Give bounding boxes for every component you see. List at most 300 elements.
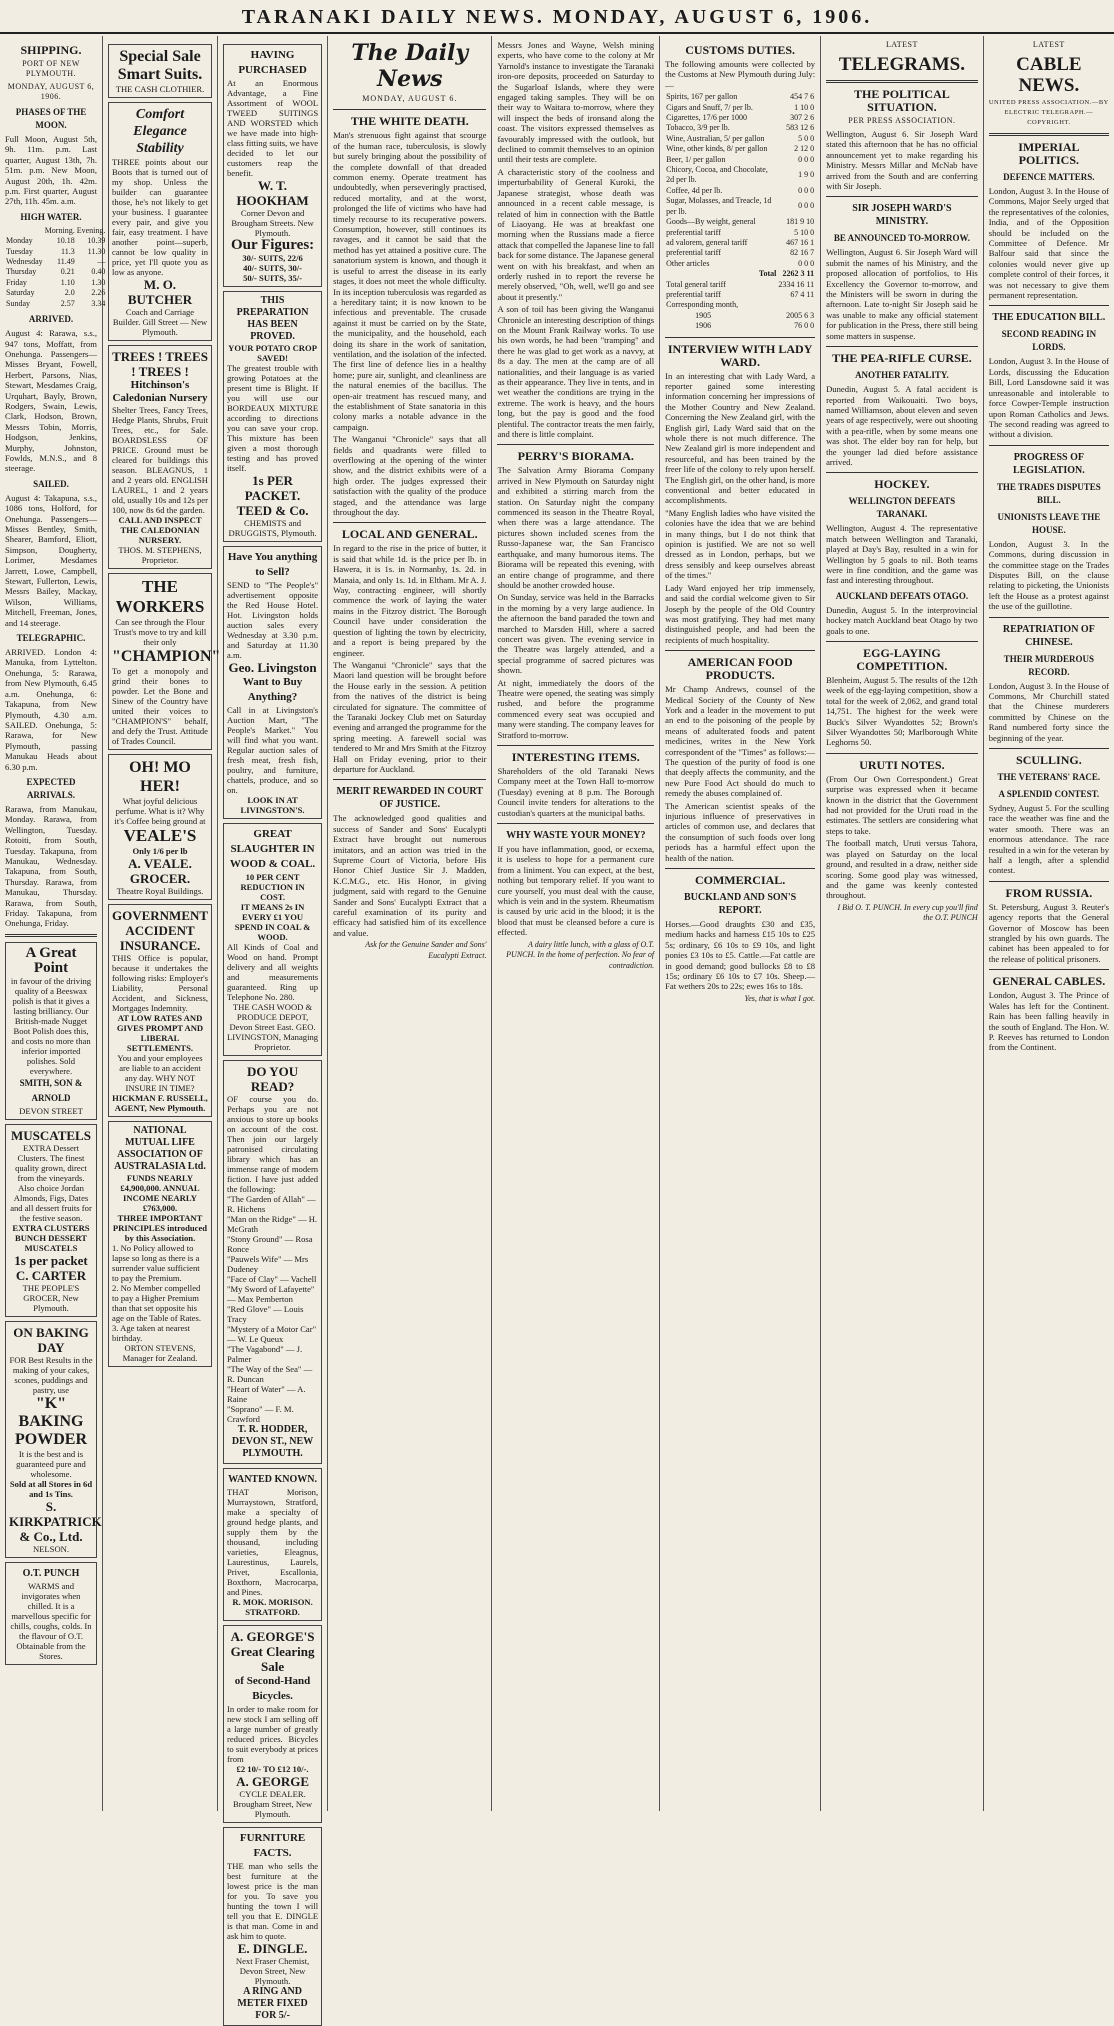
coal-advert [223, 823, 322, 1056]
customs-item: Spirits, 167 per gallon [666, 92, 738, 102]
customs-compare-row [665, 311, 815, 321]
customs-item: Cigarettes, 17/6 per 1000 [666, 113, 748, 123]
defence-text: London, August 3. In the House of Commons, Major Seely urged that the representatives of the colonies, India, and of the Opposition should be included on the Committee of Defence. Mr Balfour said that since the colonies would never give up complete control of their forces, it was not necessary to give them permanent representation. [988, 186, 1109, 301]
baking-advert-sold: Sold at all Stores in 6d and 1s Tins. [9, 1478, 93, 1499]
comfort-text: THREE points about our Boots that is turned out of my shop. Unless the builder can guarantee those, he's not likely to get your business. I guarantee every pair, and give you fair, easy treatment. I have another point—superb, cannot be low quality in price, yet I'll quote you as low as anyone. [112, 157, 208, 277]
bicycle-text: In order to make room for new stock I am selling off a large number of greatly reduced prices. Bicycles to suit everybody at prices from [227, 1704, 319, 1764]
baking-advert-place: NELSON. [32, 1543, 70, 1554]
customs-compare-amount: 2005 6 3 [786, 310, 815, 320]
commercial-heading: COMMERCIAL. [694, 873, 786, 888]
divider [989, 617, 1109, 618]
customs-table [665, 92, 815, 331]
customs-amount: 1 9 0 [798, 170, 815, 180]
potato-title: THIS PREPARATION HAS BEEN PROVED. [236, 295, 309, 342]
hookham-heading: HAVING PURCHASED [238, 49, 307, 76]
latest-label: LATEST [1032, 40, 1065, 49]
hockey-text: Wellington, August 4. The representative match between Wellington and Taranaki, played at Day's Bay, resulted in a win for Wellington by 5 goals to nil. Both teams were in fine condition, and the game was fast and interesting throughout. [826, 523, 978, 586]
customs-item: Sugar, Molasses, and Treacle, 1d per lb. [666, 196, 772, 216]
mining-experts-text: Messrs Jones and Wayne, Welsh mining experts, who have come to the colony at Mr Yarnold's instance to investigate the Taranaki iron-ore deposits, proceeded on Saturday to the Sugarloaf Islands, where they were engaged taking samples. They will be on their way to Waitara to-morrow, where they will inspect the beds of ironsand along the coast. The visitors expressed themselves as favourably impressed with the outlook, but declined to commit themselves to an opinion until their tests are complete. [497, 40, 655, 165]
customs-preferential: 67 4 11 [790, 289, 815, 299]
tide-row [5, 247, 106, 257]
buckland-text: Horses.—Good draughts £30 and £35, medium hacks and harness £15 10s to £25 5s; ordinary, £6 10s to £9 10s, and light ponies £3 10s to £5. Cattle.—Fat cattle are in good demand; good bullocks £8 to £8 15s; ordinary £6 10s to £7 10s. Sheep.—Fat wethers 20s to 22s; ewes 16s to 18s. [665, 919, 816, 992]
divider [989, 445, 1109, 446]
polish-advert [5, 942, 97, 1120]
customs-compare-year: 1906 [695, 321, 712, 331]
baking-advert-title: ON BAKING DAY [13, 1324, 89, 1355]
customs-item: Wine, other kinds, 8/ per gallon [666, 144, 768, 154]
hookham-advert [223, 44, 322, 287]
polish-advert-text: in favour of the driving quality of a Beeswax polish is that it gives a lasting brilliancy. Our British-made Nugget Boot Polish does this, and costs no more than inferior imported polishes. Sold everywhere. [10, 975, 92, 1076]
telegraphic-heading: TELEGRAPHIC. [16, 633, 86, 644]
george-name: A. GEORGE [236, 1774, 310, 1789]
column-cables [984, 36, 1114, 1811]
book-item: "Mystery of a Motor Car" — W. Le Queux [227, 1324, 317, 1344]
items-heading: INTERESTING ITEMS. [511, 750, 640, 764]
customs-total: 2262 3 11 [782, 269, 815, 279]
education-heading: THE EDUCATION BILL. [992, 312, 1106, 324]
food-products-heading: AMERICAN FOOD PRODUCTS. [687, 655, 793, 683]
book-item: "Pauwels Wife" — Mrs Dudeney [227, 1254, 309, 1274]
tide-table [5, 226, 106, 309]
insurance-rates: AT LOW RATES AND GIVES PROMPT AND LIBERAL SETTLEMENTS. [116, 1013, 204, 1053]
meter-offer: A RING AND METER FIXED FOR 5/- [237, 1986, 308, 2021]
book-item: "Man on the Ridge" — H. McGrath [227, 1214, 318, 1234]
chronicle-text: The Wanganui "Chronicle" says that all fields and quadrants were filled to overflowing at the opening of the winter show, and the district exhibits were of a high order. The judges expressed their satisfaction with the quality of the produce staged, and the attendance was large throughout the day. [333, 434, 487, 518]
customs-row [665, 217, 815, 227]
buy-title: Want to Buy Anything? [242, 676, 303, 703]
tide-evening: — [97, 257, 106, 267]
muscatels-advert-text: EXTRA Dessert Clusters. The finest quality grown, direct from the vineyards. Also choice Jordan Almonds, Figs, Dates and all dessert fruits for the festive season. [10, 1142, 92, 1223]
sailed-heading: SAILED. [33, 478, 69, 489]
tide-evening: 10.39 [87, 236, 106, 246]
tide-header-cell: Evening. [76, 225, 106, 235]
hookham-name: W. T. HOOKHAM [236, 178, 309, 208]
tide-morning: 1.10 [60, 277, 75, 287]
muscatels-advert-place: THE PEOPLE'S GROCER, New Plymouth. [22, 1282, 80, 1313]
livingston-advert [223, 546, 322, 819]
coffee-title: OH! MO HER! [129, 759, 191, 795]
customs-general: 2334 16 11 [778, 279, 815, 289]
tide-row [5, 288, 106, 298]
customs-amount: 583 12 6 [786, 123, 815, 133]
russia-text: St. Petersburg, August 3. Reuter's agency reports that the General Governor of Moscow has been strangled by his own guards. The cabinet has been appealed to for the release of political prisoners. [988, 901, 1109, 964]
figure-item: 40/- SUITS, 30/- [243, 263, 303, 273]
ministry-heading: SIR JOSEPH WARD'S MINISTRY. [852, 203, 952, 228]
divider [826, 753, 978, 754]
divider [826, 80, 978, 83]
column-shipping [0, 36, 106, 1811]
furniture-text: THE man who sells the best furniture at the lowest price is the man for you. To save you hunting the town I will tell you that E. DINGLE is that man. Come in and ask him to quote. [227, 1861, 319, 1941]
bicycle-price: £2 10/- TO £12 10/-. [236, 1764, 309, 1774]
political-text: Wellington, August 6. Sir Joseph Ward stated this afternoon that he has no official announcement yet to make regarding his Ministry. Messrs Millar and McNab have arrived from the South and are conferring with Sir Joseph. [826, 129, 978, 192]
tide-evening: 2.26 [91, 288, 106, 298]
polish-advert-firm: SMITH, SON & ARNOLD [19, 1077, 83, 1103]
potato-advert [223, 291, 322, 542]
george-place: CYCLE DEALER. Brougham Street, New Plymouth. [233, 1789, 313, 1819]
customs-amount: 5 10 0 [794, 227, 815, 237]
baking-advert-firm: S. KIRKPATRICK & Co., Ltd. [9, 1498, 102, 1544]
customs-row [665, 228, 815, 238]
special-sale-advert [108, 44, 212, 98]
pea-rifle-text: Dunedin, August 5. A fatal accident is reported from Waikouaiti. Two boys, named Williamson, about eleven and seven years of age respectively, were out shooting with a pea-rifle, when by some means one was shot. The elder boy ran for help, but the younger lad died before assistance arrived. [826, 384, 978, 467]
local-general-text-2: The Wanganui "Chronicle" says that the Maori land question will be brought before the House early in the session. A petition from the natives of the district is being circulated for signature. The committee of the Taranaki Jockey Club met on Saturday evening and arranged the programme for the spring meeting. A farewell social was tendered to Mr and Mrs Smith at the Fitzroy Hall on Friday evening, prior to their departure for Auckland. [333, 659, 487, 774]
customs-item: ad valorem, general tariff [666, 237, 748, 247]
tide-day: Sunday [6, 298, 30, 308]
champion-brand: "CHAMPION" [112, 648, 221, 665]
customs-row [665, 155, 815, 165]
fatality-heading: ANOTHER FATALITY. [855, 370, 949, 381]
column-editorial [328, 36, 492, 1811]
customs-item: Beer, 1/ per gallon [666, 154, 726, 164]
tide-header-cell: Morning. [44, 225, 75, 235]
ministry-subheading: BE ANNOUNCED TO-MORROW. [833, 233, 970, 244]
workers-advert [108, 573, 221, 750]
divider [333, 109, 486, 110]
discount-line: 10 PER CENT REDUCTION IN COST. [240, 872, 305, 902]
wellington-heading: WELLINGTON DEFEATS TARANAKI. [848, 496, 956, 520]
port-subheading: PORT OF NEW PLYMOUTH. [22, 59, 80, 78]
insurance-notice: You and your employees are liable to an accident any day. WHY NOT INSURE IN TIME? [117, 1053, 203, 1093]
veterans-heading: THE VETERANS' RACE. [997, 772, 1101, 782]
book-item: "The Way of the Sea" — R. Duncan [227, 1364, 313, 1384]
butcher-name: M. O. BUTCHER [127, 277, 193, 307]
customs-amount: 181 9 10 [786, 217, 815, 227]
customs-item: Chicory, Cocoa, and Chocolate, 2d per lb. [666, 165, 768, 185]
general-cables-heading: GENERAL CABLES. [992, 974, 1106, 989]
column-adverts-a [103, 36, 221, 1811]
punch-note: A dairy little lunch, with a glass of O.T. PUNCH. In the home of perfection. No fear of contradiction. [506, 939, 655, 970]
pea-rifle-heading: THE PEA-RIFLE CURSE. [832, 351, 972, 366]
tide-morning: 11.49 [56, 257, 75, 267]
customs-total-row [665, 290, 815, 300]
moon-heading: PHASES OF THE MOON. [15, 107, 87, 130]
punch-advert-title: O.T. PUNCH [22, 1567, 80, 1579]
tide-evening: 3.34 [91, 298, 106, 308]
customs-item: Other articles [666, 258, 710, 268]
commercial-signature: Yes, that is what I got. [744, 993, 816, 1003]
divider [826, 641, 978, 642]
buckland-heading: BUCKLAND AND SON'S REPORT. [684, 892, 797, 917]
customs-row [665, 123, 815, 133]
column-news [492, 36, 660, 1811]
legislation-heading: PROGRESS OF LEGISLATION. [1012, 451, 1085, 476]
second-reading-heading: SECOND READING IN LORDS. [1001, 329, 1097, 353]
tide-morning: 2.0 [64, 288, 75, 298]
livingstons-call: LOOK IN AT LIVINGSTON'S. [240, 795, 305, 815]
hodder-name: T. R. HODDER, DEVON ST., NEW PLYMOUTH. [231, 1424, 314, 1459]
livingston-name: Geo. Livingston [228, 660, 317, 675]
customs-item: Goods—By weight, general [666, 217, 756, 227]
polish-advert-place: DEVON STREET [19, 1105, 83, 1116]
repatriation-heading: REPATRIATION OF CHINESE. [1002, 623, 1095, 648]
book-item: "Soprano" — F. M. Crawford [227, 1404, 294, 1424]
baking-powder-advert [5, 1321, 102, 1558]
customs-compare-year: 1905 [695, 310, 712, 320]
auckland-text: Dunedin, August 5. In the interprovincial hockey match Auckland beat Otago by two goals to one. [826, 604, 978, 636]
press-association: PER PRESS ASSOCIATION. [848, 116, 956, 125]
customs-amount: 454 7 6 [790, 92, 815, 102]
wanted-text: THAT Morison, Murraystown, Stratford, make a specialty of ground hedge plants, and supply them by the thousand, including varieties, Eleagnus, Laurestinus, Laurels, Privet, Escallonia, Boxthorn, Macrocarpa, and Pines. [227, 1487, 319, 1597]
tide-header-row [5, 226, 106, 236]
muscatels-advert-price: 1s per packet [14, 1252, 88, 1268]
customs-item: Coffee, 4d per lb. [666, 185, 723, 195]
customs-row [665, 144, 815, 154]
local-general-text: In regard to the rise in the price of butter, it is said that while 1d. is the price per lb. in Hawera, it is 1s. in Normanby, 1s. 2d. in Manaia, and only 1s. 1d. in Eltham. Mr A. J. Way, contracting engineer, will shortly commence the work of laying the water mains in the Fitzroy district. The Borough Council have under consideration the question of lighting the town by electricity, and a report is being prepared by the engineer. [333, 543, 487, 658]
customs-compare-row [665, 300, 815, 310]
customs-row [665, 259, 815, 269]
column-telegrams [821, 36, 984, 1811]
biorama-text: The Salvation Army Biorama Company arrived in New Plymouth on Saturday night and exhibited a stirring march from the station. On Saturday night the company commenced its season in the Theatre Royal, when there was a large attendance. The pictures shown included scenes from the Russo-Japanese war, the San Francisco earthquake, and many humorous items. The Biorama will be repeated this evening, with an entire change of programme, and there should be another crowded house. [497, 465, 655, 590]
biorama-text-3: At night, immediately the doors of the Theatre were opened, the seating was simply rushed, and before the programme commenced every seat was occupied and many were standing. The company leaves for Stratford to-morrow. [497, 677, 655, 740]
muscatels-advert-title: MUSCATELS [11, 1127, 91, 1143]
comfort-advert [108, 102, 212, 341]
sculling-heading: SCULLING. [1016, 753, 1082, 767]
customs-intro: The following amounts were collected by the Customs at New Plymouth during July:— [665, 59, 816, 90]
means-line: IT MEANS 2s IN EVERY £1 YOU SPEND IN COAL & WOOD. [234, 902, 311, 942]
dingle-name: E. DINGLE. [237, 1941, 308, 1956]
punch-signature: I Bid O. T. PUNCH. In every cup you'll find the O.T. PUNCH [837, 902, 978, 923]
customs-row [665, 113, 815, 123]
insurance-title: GOVERNMENT ACCIDENT INSURANCE. [112, 908, 209, 953]
page-columns [0, 36, 1114, 2021]
workers-text: Can see through the Flour Trust's move to try and kill their only [113, 617, 207, 647]
figure-item: 30/- SUITS, 22/6 [242, 253, 303, 263]
customs-preferential-label: preferential tariff [666, 289, 721, 299]
cash-clothier: THE CASH CLOTHIER. [115, 84, 205, 94]
insurance-text: THIS Office is popular, because it undertakes the following risks: Employer's Liability, Personal Accident, and Sickness, Mortgages Indemnity. [112, 953, 208, 1013]
expected-text: Rarawa, from Manukau, Monday. Rarawa, from Wellington, Tuesday. Rotoiti, from South, Tuesday. Takapuna, from Manukau, Wednesday. Takapuna, from South, Thursday. Rarawa, from Manukau, Thursday. Rarawa, from South, Friday. Takapuna, from Onehunga, Friday. [5, 803, 97, 929]
lady-ward-heading: INTERVIEW WITH LADY WARD. [667, 341, 813, 369]
figures-title: Our Figures: [230, 237, 315, 253]
divider [5, 934, 97, 937]
masthead-title: TARANAKI DAILY NEWS. MONDAY, AUGUST 6, 1906. [241, 6, 873, 28]
mutual-principle: 3. Age taken at nearest birthday. [112, 1323, 191, 1343]
tide-day: Friday [6, 277, 27, 287]
food-products-text: Mr Champ Andrews, counsel of the Medical Society of the County of New York and a leader in the movement to put an end to the poisoning of the people by means of adulterated foods and patent medicines, writes in the New York correspondent of the "Times" as follows:—The question of the purity of food is one that deeply affects the community, and the new Pure Food Act should do much to remedy the abuses complained of. [665, 684, 816, 799]
tide-evening: 1.30 [91, 277, 106, 287]
mutual-principles: THREE IMPORTANT PRINCIPLES introduced by this Association. [112, 1213, 208, 1243]
bicycle-title: A. GEORGE'S Great Clearing Sale [230, 1629, 315, 1674]
masthead [0, 0, 1114, 34]
customs-amount: 0 0 0 [798, 258, 815, 268]
merit-text: The acknowledged good qualities and success of Sander and Sons' Eucalypti Extract have brought out numerous imitators, and an action was tried in the Supreme Court of Victoria, before His Honor Chief Justice Sir J. Madden, K.C.M.G., etc. His Honor, in giving judgment, said with regard to the Genuine Sander and Sons' Eucalypti Extract that a careful examination of its purity and efficacy had satisfied him of its excellence and value. [333, 813, 487, 938]
white-death-heading: THE WHITE DEATH. [350, 114, 469, 129]
customs-item: preferential tariff [666, 248, 721, 258]
paper-nameplate: The Daily News [351, 40, 469, 92]
trees-text: Shelter Trees, Fancy Trees, Hedge Plants, Shrubs, Fruit Trees, etc., for Sale. BOARDSLESS OF PRICE. Ground must be cleared for buildings this season. BLEAGNUS, 1 and 2 years old. ENGLISH LAUREL, 1 and 2 years old, usually 10s and 12s per 100, now 8s 6d the garden. [112, 405, 208, 515]
tide-row [5, 278, 106, 288]
library-advert [223, 1060, 322, 1464]
divider [665, 868, 815, 869]
book-item: "My Sword of Lafayette" — Max Pemberton [227, 1284, 315, 1304]
divider [826, 196, 978, 197]
customs-compare-amount: 76 0 0 [794, 321, 815, 331]
murderous-heading: THEIR MURDEROUS RECORD. [1003, 653, 1094, 677]
figure-item: 50/- SUITS, 35/- [243, 273, 303, 283]
telegraphic-text: ARRIVED. London 4: Manuka, from Lyttelton. Onehunga, 5: Rarawa, from New Plymouth, 6.45 a.m. Onehunga, 6: Takapuna, from New Plymouth, 4.30 a.m. SAILED. Onehunga, 5: Rarawa, for New Plymouth, passing Manukau Heads about 6.30 p.m. [5, 647, 97, 772]
slaughter-title: GREAT SLAUGHTER IN WOOD & COAL. [229, 828, 316, 870]
morison-name: R. MOK. MORISON. STRATFORD. [232, 1597, 313, 1617]
muscatels-advert [5, 1124, 97, 1317]
divider [989, 305, 1109, 306]
egg-laying-heading: EGG-LAYING COMPETITION. [856, 646, 948, 673]
book-item: "Red Glove" — Louis Tracy [227, 1304, 304, 1324]
customs-heading: CUSTOMS DUTIES. [685, 43, 796, 57]
customs-row [665, 186, 815, 196]
workers-text-2: To get a monopoly and grind their bones to powder. Let the Bone and Sinew of the Country have united their voices to "CHAMPION'S" behalf, and defy the Trust. Attitude of Trades Council. [112, 666, 208, 746]
contest-heading: A SPLENDID CONTEST. [998, 789, 1100, 799]
baking-advert-brand: "K" BAKING POWDER [15, 1394, 87, 1448]
divider [989, 133, 1109, 136]
uruti-text-2: The football match, Uruti versus Tahora, was played on Saturday on the local ground, and resulted in a draw, neither side scoring. Some good play was witnessed, and the game was keenly contested throughout. [826, 838, 978, 901]
arrived-heading: ARRIVED. [28, 314, 74, 325]
customs-total-label: Total [758, 269, 777, 279]
special-sale-title: Special Sale [119, 48, 201, 65]
teed-name: TEED & Co. [236, 503, 309, 518]
tide-evening: 11.30 [87, 246, 106, 256]
comfort-title: Comfort Elegance Stability [133, 107, 187, 156]
money-text: If you have inflammation, good, or ecxema, it is useless to hope for a permanent cure from a liniment. You can expect, at the best, nothing but temporary relief. If you want to cure yourself, you must deal with the cause, which is vein and in the system. Rheumatism is caused by uric acid in the blood; it is the blood that must be cleansed before a cure is effected. [497, 844, 655, 938]
customs-general-label: Total general tariff [666, 279, 726, 289]
high-water-heading: HIGH WATER. [20, 211, 82, 222]
customs-row [665, 165, 815, 186]
tide-morning: 10.18 [56, 236, 75, 246]
customs-row [665, 238, 815, 248]
customs-item: preferential tariff [666, 227, 721, 237]
bicycle-sub: of Second-Hand Bicycles. [234, 1675, 311, 1702]
tide-day: Monday [6, 236, 33, 246]
read-title: DO YOU READ? [246, 1064, 299, 1094]
united-press: UNITED PRESS ASSOCIATION.—BY ELECTRIC TELEGRAPH.—COPYRIGHT. [988, 99, 1109, 126]
book-item: "The Garden of Allah" — R. Hichens [227, 1194, 316, 1214]
customs-amount: 2 12 0 [794, 144, 815, 154]
potato-text: The greatest trouble with growing Potatoes at the present time is Blight. If you will use our BORDEAUX MIXTURE according to directions you can save your crop. This mixture has been given a most thorough testing and has proved itself. [227, 363, 319, 473]
coal-firm: THE CASH WOOD & PRODUCE DEPOT, Devon Street East. GEO. LIVINGSTON, Managing Proprietor. [227, 1002, 319, 1052]
book-item: "Stony Ground" — Rosa Ronce [227, 1234, 313, 1254]
mutual-principle: 2. No Member compelled to pay a Higher Premium than that set opposite his age on the Table of Rates. [112, 1283, 201, 1323]
veale-price: Only 1/6 per lb [132, 846, 188, 856]
tide-morning: 11.3 [60, 246, 75, 256]
tide-row [5, 267, 106, 277]
lady-ward-text: In an interesting chat with Lady Ward, a reporter gained some interesting information concerning her impressions of the Mother Country and New Zealand. Concerning the New Zealand girl, with the English girl, Lady Ward said that on the whole there is not much difference. The New Zealand girl is more independent and resourceful, and has been trained by the freer life of the colony to rely upon herself. The English girl, on the other hand, is more conventional and better educated in accomplishments. [665, 370, 816, 506]
hookham-text: At an Enormous Advantage, a Fine Assortment of WOOL TWEED SUITINGS AND WORSTED which we have made into high-class fitting suits, we have decided to let our customers reap the benefit. [227, 78, 319, 178]
education-text: London, August 3. In the House of Lords, discussing the Education Bill, Lord Lansdowne said it was unreasonable and intolerable to force Cowper-Temple instruction upon Roman Catholics and Jews. The second reading was agreed to without a division. [988, 356, 1109, 440]
baking-advert-note: It is the best and is guaranteed pure and wholesome. [16, 1448, 86, 1479]
buy-text: Call in at Livingston's Auction Mart, "The People's Market." You will find what you want. Regular auction sales of fresh meat, fresh fish, poultry, and furniture, chattels, produce, and so on. [227, 705, 319, 795]
coffee-advert [108, 754, 212, 900]
lady-ward-text-2: "Many English ladies who have visited the colonies have the idea that we are behind in many things, but I do not think that opinion is justified. We are not so well dressed as in London, perhaps, but we dress sensibly and keep ourselves abreast of the times." [665, 507, 816, 581]
customs-amount: 0 0 0 [798, 154, 815, 164]
divider [826, 346, 978, 347]
merit-heading: MERIT REWARDED IN COURT OF JUSTICE. [336, 786, 483, 811]
arrived-text: August 4: Rarawa, s.s., 947 tons, Moffatt, from Onehunga. Passengers—Misses Bryant, Fowell, Herbert, Parsons, Nias, Stewart, Mesdames Craig, Urquhart, Bayly, Brown, Rodgers, Swain, Lewis, Clark, Hodson, Brown, Messrs Tobin, Morris, Hodgson, Jenkins, Murphy, Johnston, Fowlds, M.N.S., and 8 steerage. [5, 328, 97, 474]
customs-row [665, 134, 815, 144]
hockey-heading: HOCKEY. [874, 477, 930, 492]
customs-item: Wine, Australian, 5/ per gallon [666, 133, 765, 143]
tide-morning: 0.21 [60, 267, 75, 277]
cable-news-heading: CABLE NEWS. [1016, 54, 1082, 96]
money-heading: WHY WASTE YOUR MONEY? [506, 830, 646, 842]
tide-header-cell [5, 226, 44, 236]
shipping-heading: SHIPPING. [20, 43, 82, 57]
punch-advert-text: WARMS and invigorates when chilled. It is a marvellous specific for chills, coughs, colds. In the flavour of O.T. Obtainable from the Stores. [10, 1580, 92, 1661]
wanted-title: WANTED KNOWN. [228, 1474, 317, 1485]
mutual-title: NATIONAL MUTUAL LIFE ASSOCIATION OF AUSTRALASIA Ltd. [114, 1125, 206, 1172]
divider [497, 823, 654, 824]
hookham-place: Corner Devon and Brougham Streets. New Plymouth. [231, 208, 314, 238]
book-item: "Heart of Water" — A. Raine [227, 1384, 306, 1404]
tide-row [5, 257, 106, 267]
customs-row [665, 103, 815, 113]
railway-works-text: A son of toil has been giving the Wanganui Chronicle an interesting description of things on the Mount Frank Railway works. To use his own words, he had been "tramping" and there he was glad to get work as a navvy, at 8s a day. The men at the camp are of all nationalities, and their language is as varied as their appearance. They live in tents, and in wet weather the conditions are trying in the extreme. The work is heavy, and the hours long, but the pay is good and the food plentiful. The contractor treats the men fairly, and there is little complaint. [497, 304, 655, 440]
imperial-heading: IMPERIAL POLITICS. [1018, 140, 1080, 167]
legislation-text: London, August 3. In the Commons, during discussion in the committee stage on the Trades Disputes Bill, on the clause relating to picketing, the Unionists left the House as a protest against the use of the guillotine. [988, 538, 1109, 612]
tide-row [5, 236, 106, 246]
trees-title: TREES ! TREES ! TREES ! [112, 349, 208, 379]
punch-advert [5, 1562, 97, 1665]
divider [497, 745, 654, 746]
potato-sub: YOUR POTATO CROP SAVED! [228, 343, 317, 363]
biorama-heading: PERRY'S BIORAMA. [517, 449, 634, 464]
customs-amount: 82 16 7 [790, 248, 815, 258]
divider [989, 969, 1109, 970]
nursery-name: Hitchinson's Caledonian Nursery [112, 379, 208, 404]
ministry-text: Wellington, August 6. Sir Joseph Ward will submit the names of his Ministry, and the proposed allocation of portfolios, to His Excellency the Governor to-morrow, and the Ministers will be sworn in during the afternoon. Late to-night Sir Joseph said he was unable to make any official statement for publication in the Press, there still being some matters in suspense. [826, 247, 978, 341]
items-text: Shareholders of the old Taranaki News Company meet at the Town Hall to-morrow (Tuesday) evening at 8 p.m. The Borough Council invite tenders for alterations to the custodian's quarters at the municipal baths. [497, 766, 655, 818]
tide-day: Thursday [6, 267, 37, 277]
defence-heading: DEFENCE MATTERS. [1003, 172, 1095, 182]
tide-day: Saturday [6, 288, 35, 298]
muscatels-advert-sub: EXTRA CLUSTERS BUNCH DESSERT MUSCATELS [12, 1222, 90, 1253]
book-item: "The Vagabond" — J. Palmer [227, 1344, 303, 1364]
repatriation-text: London, August 3. In the House of Commons, Mr Churchill stated that the Chinese murderers committed by Chinese on the Rand numbered forty since the beginning of the year. [988, 680, 1109, 743]
morison-advert [223, 1468, 322, 1621]
lady-ward-text-3: Lady Ward enjoyed her trip immensely, and said the cordial welcome given to Sir Joseph by the people of the Old Country was most gratifying. They had met many distinguished people, and had been the recipients of much hospitality. [665, 582, 816, 645]
teed-place: CHEMISTS and DRUGGISTS, Plymouth. [228, 518, 317, 538]
trees-call: CALL AND INSPECT THE CALEDONIAN NURSERY. [118, 515, 202, 545]
butcher-place: Coach and Carriage Builder. Gill Street — New Plymouth. [112, 307, 208, 337]
insurance-advert [108, 904, 212, 1117]
dingle-place: Next Fraser Chemist, Devon Street, New Plymouth. [235, 1956, 310, 1986]
divider [333, 522, 486, 523]
divider [333, 779, 486, 780]
divider [665, 337, 815, 338]
sell-text: SEND to "The People's" advertisement opposite the Red House Hotel. Hot. Livingston holds auction sales every Wednesday at 3.30 p.m. and Saturday at 11.30 a.m. [227, 580, 319, 660]
customs-compare-label: Corresponding month, [666, 300, 739, 310]
trees-firm: THOS. M. STEPHENS, Proprietor. [118, 545, 202, 565]
customs-amount: 5 0 0 [798, 133, 815, 143]
furniture-title: FURNITURE FACTS. [239, 1832, 306, 1859]
tide-day: Wednesday [6, 257, 43, 267]
uruti-text: (From Our Own Correspondent.) Great surprise was expressed when it became known in the district that the Government had not provided for the Uruti road in the estimates. The settlers are considering what steps to take. [826, 773, 978, 836]
kuroki-text: A characteristic story of the coolness and imperturbability of General Kuroki, the Japanese strategist, whose death was announced in a recent cable message, is related of him in connection with the Battle of Liaoyang. He was at breakfast one morning when the Russians made a fierce attack that compelled the Japanese line to fall back for some distance. The Japanese general went on with his breakfast, and when an orderly rushed in to report the reverse he merely observed, "Oh, well, we'll go and see about it presently." [497, 166, 655, 302]
sailed-text: August 4: Takapuna, s.s., 1086 tons, Holford, for Onehunga. Passengers—Misses Bentley, Smith, Shearer, Bamford, Eliott, Simpson, Dougherty, Lorimer, Mesdames Jarrett, Lowe, Campbell, Stewart, Fullerton, Lewis, Messrs Bailey, Mackay, Wilson, Williams, Mitchell, Freeman, Jones, and 14 steerage. [5, 492, 97, 628]
tide-evening: 0.40 [91, 267, 106, 277]
expected-heading: EXPECTED ARRIVALS. [26, 776, 76, 800]
read-text: OF course you do. Perhaps you are not anxious to store up books on account of the cost. Then join our largely patronised circulating library which has an immense range of modern fiction. I have just added the following: [227, 1094, 319, 1194]
sculling-text: Sydney, August 5. For the sculling race the weather was fine and the water smooth. There was an enormous attendance. The race resulted in a win for the veteran by half a length, after a splendid contest. [988, 803, 1109, 876]
book-item: "Face of Clay" — Vachell [227, 1274, 317, 1284]
divider [497, 444, 654, 445]
coal-text: All Kinds of Coal and Wood on hand. Prompt delivery and all weights and measurements guaranteed. Ring up Telephone No. 280. [227, 942, 319, 1002]
editorial-date: MONDAY, AUGUST 6. [362, 94, 458, 103]
white-death-text: Man's strenuous fight against that scourge of the human race, tuberculosis, is slowly but surely bringing about the possibility of the complete downfall of that dreaded common enemy. Operate treatment has undoubtedly, when perseveringly practised, reduced mortality, and at the worst, prolonged the life of victims who have had timely recourse to its recuperative powers. Consumption, however, still continues its ravages, and it cannot be said that the method has yet attained a positive cure. The sanatorium system is known, and though it is useful to arrest the disease in its early stages, it does not meet the whole difficulty. In its inception tuberculosis was regarded as a hereditary taint; it is now known to be infectious and preventable. The crusade against it must be carried on by the State, the municipality, and the household, each doing its share in the work of sanitation, ventilation, and the isolation of the infected. The first line of defence lies in a healthy home; pure air, sunlight, and cleanliness are the natural enemies of the bacillus. The open-air treatment has rescued many, and the establishment of State sanatoria in this colony marks a notable advance in the campaign. [333, 130, 487, 432]
customs-amount: 307 2 6 [790, 113, 815, 123]
mutual-manager: ORTON STEVENS, Manager for Zealand. [122, 1343, 198, 1363]
customs-total-row [665, 280, 815, 290]
bicycle-advert [223, 1625, 322, 1823]
tide-morning: 2.57 [60, 298, 75, 308]
